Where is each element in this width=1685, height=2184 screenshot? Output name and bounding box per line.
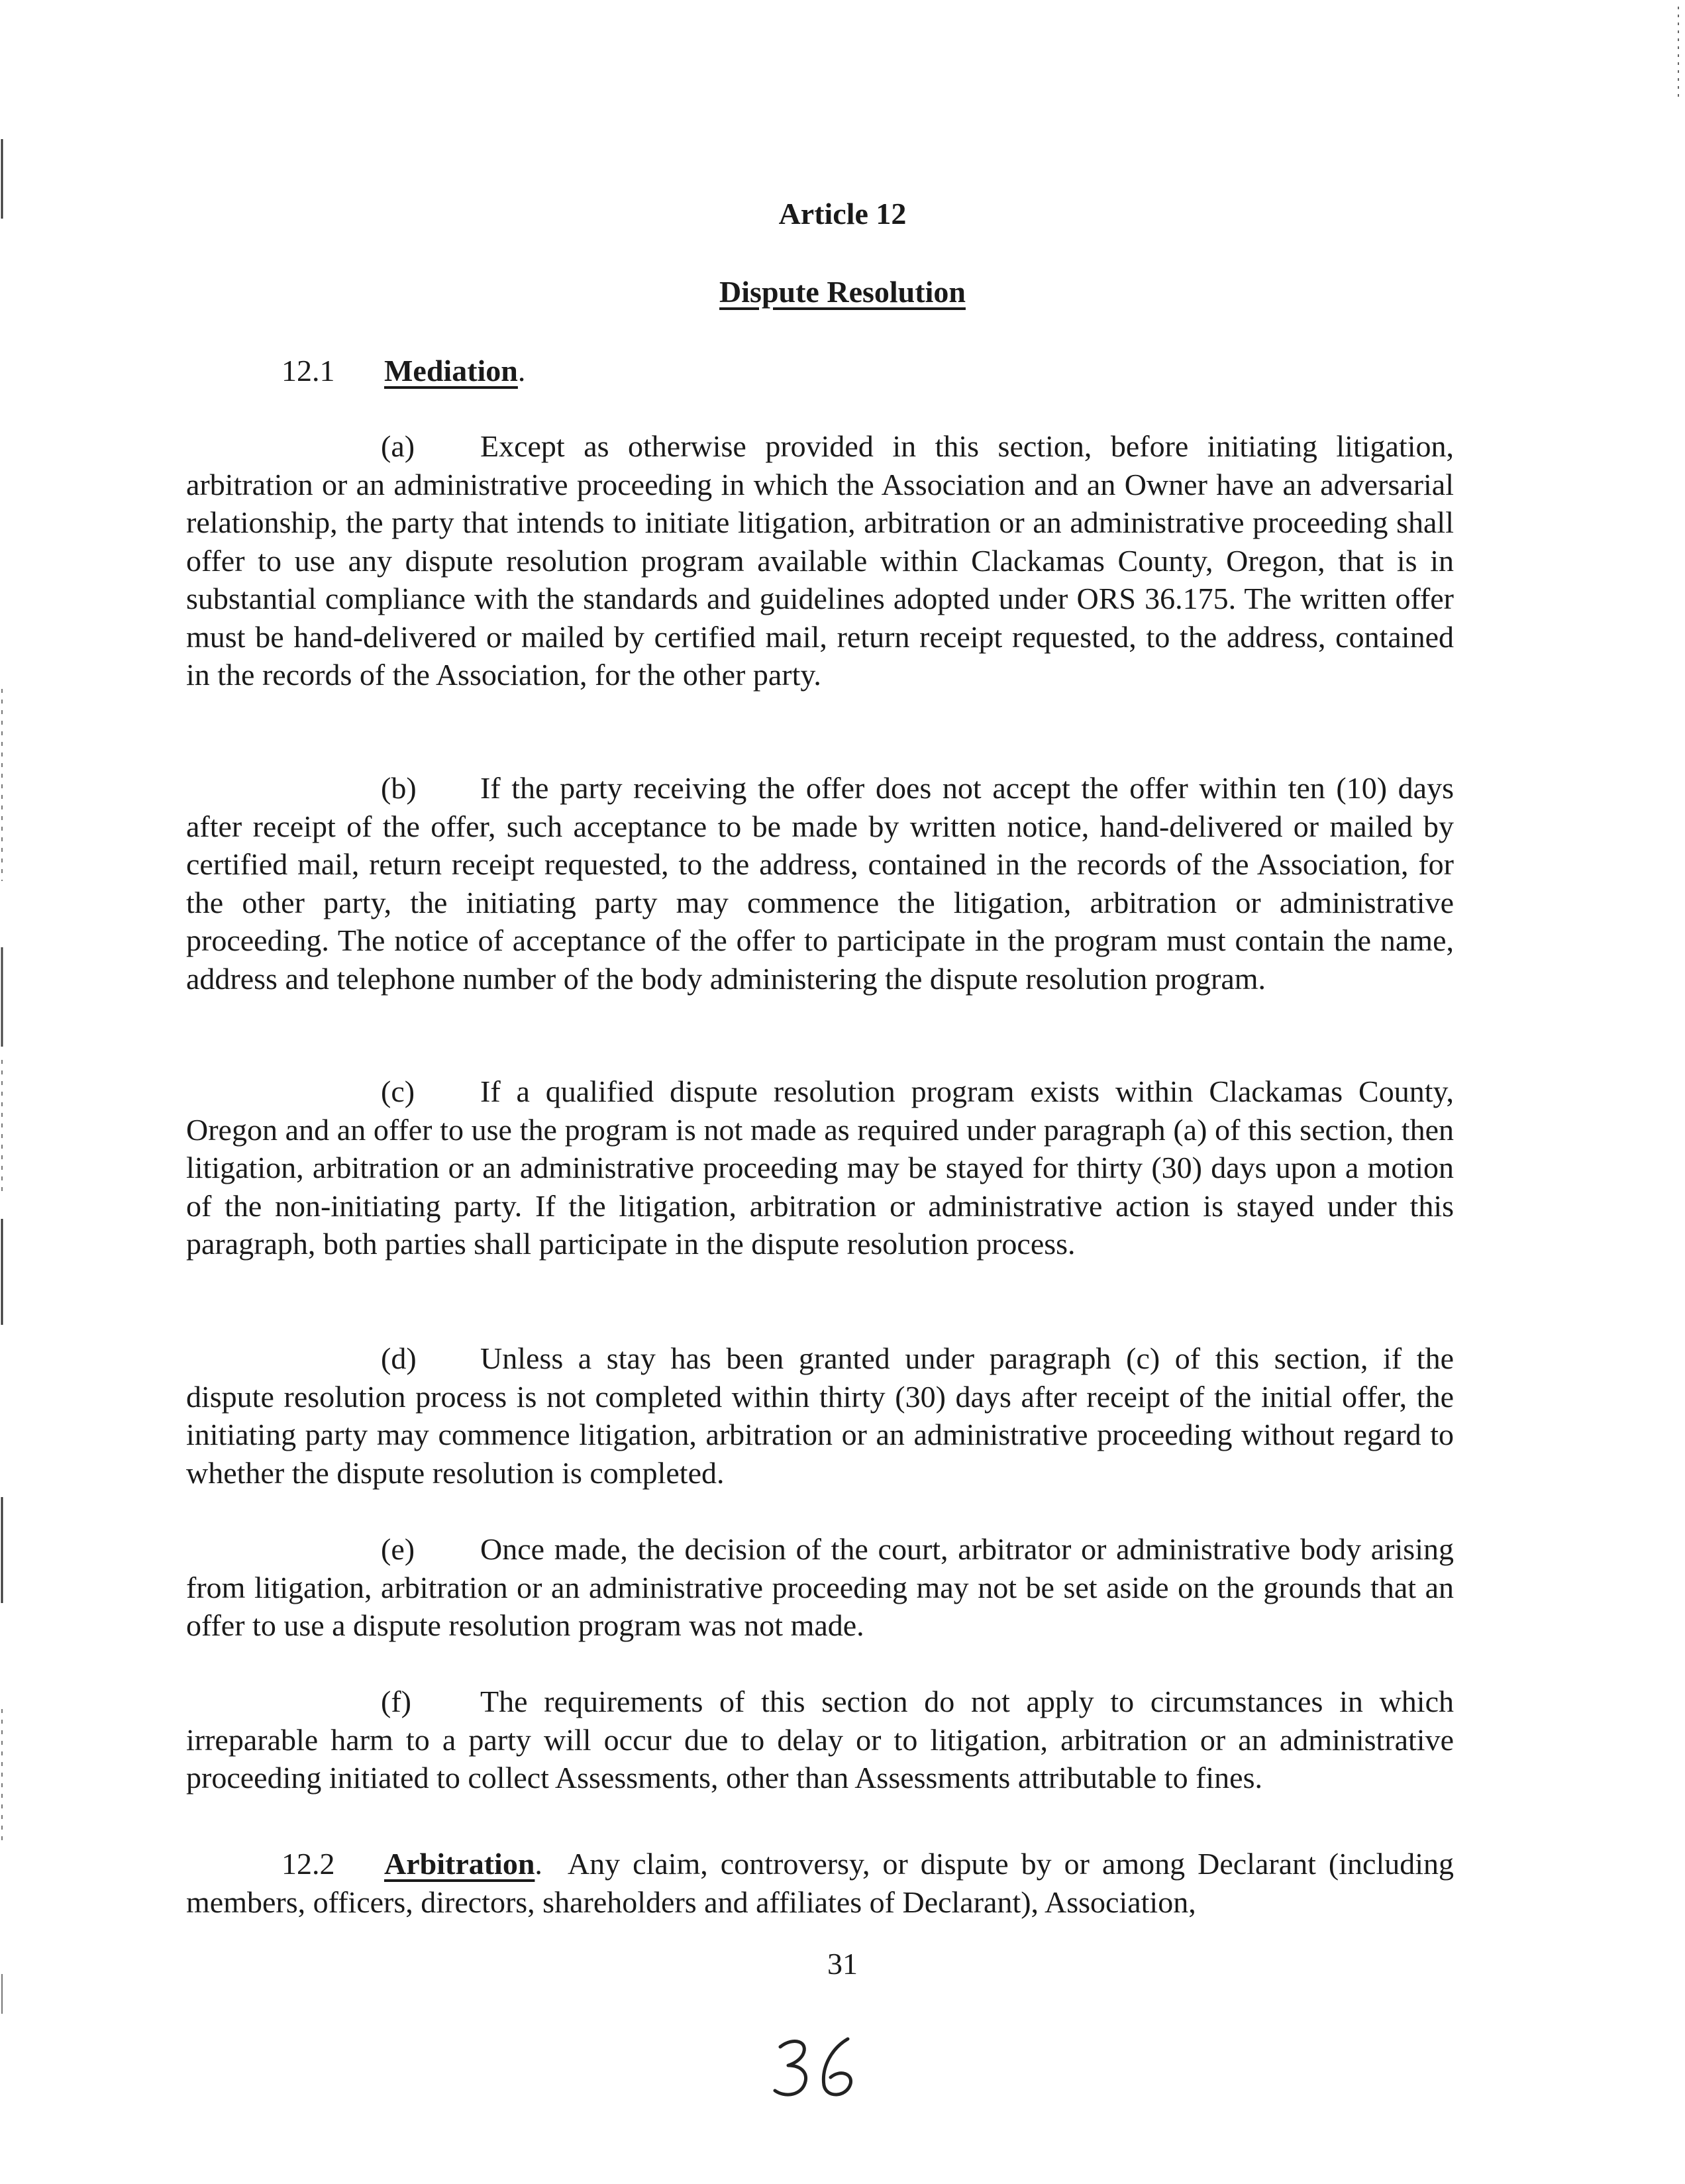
section-number: 12.2: [281, 1847, 335, 1881]
section-title: Mediation: [384, 354, 518, 388]
paragraph-text: If a qualified dispute resolution program exists within Clackamas County, Oregon and an offer to use the program is not made as required under paragraph (a) of this section, then litigation, arbitration or an administrative proceeding may be stayed for thirty (30) days upon a motion of the non-initiating party. If the litigation, arbitration or administrative action is stayed under this paragraph, both parties shall participate in the dispute resolution process.: [186, 1074, 1454, 1261]
left-margin-scan-marks: [0, 0, 13, 2181]
section-number: 12.1: [281, 354, 335, 388]
paragraph-e: [186, 1530, 1454, 1645]
paragraph-label: (f): [381, 1685, 411, 1718]
section-title-punct: .: [535, 1847, 542, 1881]
section-12-2: [186, 1845, 1454, 1921]
section-title-punct: .: [517, 354, 526, 388]
paragraph-label: (e): [381, 1532, 415, 1566]
paragraph-a: [186, 427, 1454, 694]
paragraph-label: (a): [381, 429, 415, 463]
paragraph-text: Unless a stay has been granted under paragraph (c) of this section, if the dispute resolution process is not completed within thirty (30) days after receipt of the initial offer, the initiating party may commence litigation, arbitration or an administrative proceeding without regard to whether the dispute resolution is completed.: [186, 1341, 1454, 1490]
section-title: Arbitration: [384, 1847, 535, 1881]
page-number: 31: [827, 1947, 858, 1981]
paragraph-label: (b): [381, 771, 417, 805]
paragraph-c: [186, 1072, 1454, 1263]
paragraph-f: [186, 1683, 1454, 1797]
article-title: Article 12: [778, 197, 907, 231]
right-margin-scan-marks: [1669, 0, 1682, 119]
handwritten-page-number: [768, 2032, 874, 2105]
paragraph-text: Except as otherwise provided in this section, before initiating litigation, arbitration or an administrative proceeding in which the Association and an Owner have an adversarial relationship, the party that intends to initiate litigation, arbitration or an administrative proceeding shall offer to use any dispute resolution program available within Clackamas County, Oregon, that is in substantial compliance with the standards and guidelines adopted under ORS 36.175. The written offer must be hand-delivered or mailed by certified mail, return receipt requested, to the address, contained in the records of the Association, for the other party.: [186, 429, 1454, 692]
paragraph-text: Once made, the decision of the court, arbitrator or administrative body arising from litigation, arbitration or an administrative proceeding may not be set aside on the grounds that an offer to use a dispute resolution program was not made.: [186, 1532, 1454, 1642]
paragraph-label: (c): [381, 1074, 415, 1108]
paragraph-d: [186, 1339, 1454, 1492]
section-text: Any claim, controversy, or dispute by or among Declarant (including members, officers, directors, shareholders and affiliates of Declarant), Association,: [186, 1847, 1454, 1919]
paragraph-b: [186, 769, 1454, 998]
paragraph-label: (d): [381, 1341, 417, 1375]
section-heading: Dispute Resolution: [719, 275, 966, 309]
paragraph-text: If the party receiving the offer does not accept the offer within ten (10) days after receipt of the offer, such acceptance to be made by written notice, hand-delivered or mailed by certified mail, return receipt requested, to the address, contained in the records of the Association, for the other party, the initiating party may commence the litigation, arbitration or administrative proceeding. The notice of acceptance of the offer to participate in the program must contain the name, address and telephone number of the body administering the dispute resolution program.: [186, 771, 1454, 996]
section-12-1-heading: [281, 351, 525, 391]
paragraph-text: The requirements of this section do not apply to circumstances in which irreparable harm to a party will occur due to delay or to litigation, arbitration or an administrative proceeding initiated to collect Assessments, other than Assessments attributable to fines.: [186, 1685, 1454, 1794]
